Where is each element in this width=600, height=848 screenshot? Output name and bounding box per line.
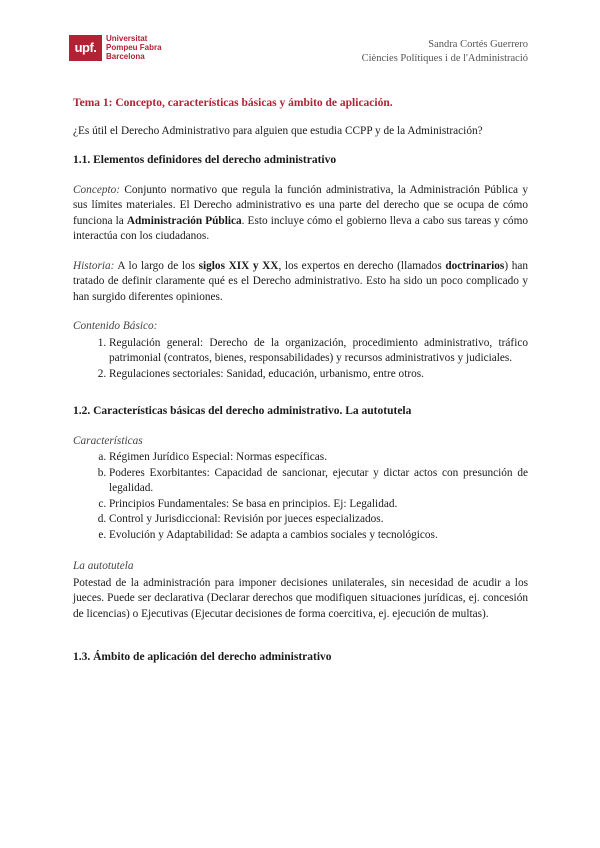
page-header-info: [362, 38, 528, 66]
list-item: a. Régimen Jurídico Especial: Normas específicas.: [109, 450, 528, 466]
section-heading-1-3: 1.3. Ámbito de aplicación del derecho administrativo: [73, 651, 332, 663]
historia-paragraph: [73, 259, 528, 306]
caracteristicas-list: [73, 450, 528, 543]
logo-mark: upf.: [69, 35, 102, 61]
list-item: d. Control y Jurisdiccional: Revisión por jueces especializados.: [109, 512, 528, 528]
autotutela-paragraph: Potestad de la administración para imponer decisiones unilaterales, sin necesidad de acudir a los jueces. Puede ser declarativa (Declarar derechos que modifiquen situaciones jurídicas, ej. concesión de licencias) o Ejecutivas (Ejecutar decisiones de forma coercitiva, ej. ejecución de multas).: [73, 576, 528, 620]
concepto-paragraph: [73, 183, 528, 245]
historia-label: Historia:: [73, 259, 115, 272]
logo-line: Pompeu Fabra: [106, 43, 162, 52]
document-body: [73, 96, 528, 680]
section-heading-1-1: 1.1. Elementos definidores del derecho administrativo: [73, 154, 337, 166]
list-item: e. Evolución y Adaptabilidad: Se adapta a cambios sociales y tecnológicos.: [109, 528, 528, 544]
historia-text-3: ) han tratado de definir claramente qué es el Derecho administrativo. Esto ha sido un poco complicado y han surgido diferentes opiniones.: [73, 259, 529, 303]
concepto-label: Concepto:: [73, 183, 121, 196]
list-item: 1. Regulación general: Derecho de la organización, procedimiento administrativo, tráfico patrimonial (contratos, bienes, responsabilidades) y recursos administrativos y judiciales.: [109, 336, 528, 367]
historia-bold-2: doctrinarios: [445, 259, 505, 272]
section-heading-1-2: 1.2. Características básicas del derecho administrativo. La autotutela: [73, 405, 412, 417]
contenido-list: [73, 336, 528, 383]
concepto-text-2: . Esto incluye cómo el gobierno lleva a cabo sus tareas y cómo interactúa con los ciudadanos.: [73, 214, 529, 242]
logo-line: Barcelona: [106, 52, 145, 61]
historia-text-2: , los expertos en derecho (llamados: [278, 259, 446, 272]
course-name: Ciències Polítiques i de l'Administració: [361, 53, 528, 64]
historia-text-1: A lo largo de los: [114, 259, 199, 272]
historia-bold-1: siglos XIX y XX: [198, 259, 279, 272]
list-item: c. Principios Fundamentales: Se basa en principios. Ej: Legalidad.: [109, 497, 528, 513]
contenido-label: Contenido Básico:: [73, 320, 158, 332]
caracteristicas-label: Características: [73, 434, 143, 447]
topic-title: Tema 1: Concepto, características básicas y ámbito de aplicación.: [73, 97, 393, 109]
concepto-bold: Administración Pública: [126, 214, 242, 227]
university-logo: [69, 34, 162, 61]
logo-text: [106, 34, 162, 61]
author-name: Sandra Cortés Guerrero: [428, 39, 528, 50]
logo-line: Universitat: [106, 34, 148, 43]
list-item: b. Poderes Exorbitantes: Capacidad de sancionar, ejecutar y dictar actos con presunción de legalidad.: [109, 466, 528, 497]
concepto-text-1: Conjunto normativo que regula la función administrativa, la Administración Pública y sus límites materiales. El Derecho administrativo es una parte del derecho que se ocupa de cómo funciona la: [73, 183, 528, 227]
autotutela-label: La autotutela: [73, 560, 134, 572]
list-item: 2. Regulaciones sectoriales: Sanidad, educación, urbanismo, entre otros.: [109, 367, 528, 383]
intro-question: ¿Es útil el Derecho Administrativo para alguien que estudia CCPP y de la Administración?: [73, 124, 483, 137]
